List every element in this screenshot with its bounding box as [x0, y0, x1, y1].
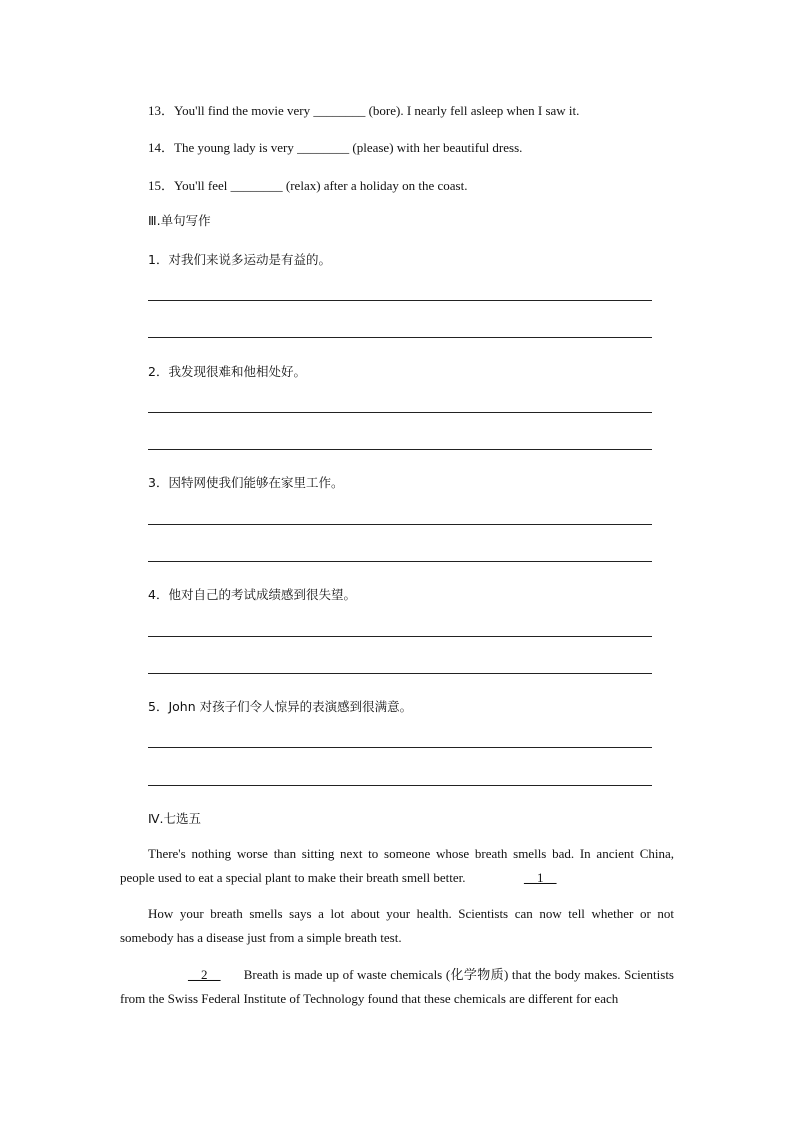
section-3-heading: Ⅲ.单句写作: [148, 213, 211, 228]
item-text: 因特网使我们能够在家里工作。: [168, 475, 344, 490]
item-text: 他对自己的考试成绩感到很失望。: [168, 587, 356, 602]
item-number: 3．: [148, 475, 169, 490]
translation-item-1: [148, 250, 331, 268]
question-14: [148, 137, 522, 156]
answer-line[interactable]: [148, 747, 652, 748]
answer-line[interactable]: [148, 673, 652, 674]
section-4-heading: Ⅳ.七选五: [148, 811, 202, 826]
answer-line[interactable]: [148, 337, 652, 338]
passage-paragraph-2: How your breath smells says a lot about your health. Scientists can now tell whether or not somebody has a disease just from a simple breath test.: [120, 906, 674, 945]
item-number: 4．: [148, 587, 169, 602]
paragraph-text: Breath is made up of waste chemicals (化学物质) that the body makes. Scientists from the Swiss Federal Institute of Technology found that these chemicals are different for each: [120, 967, 674, 1006]
question-number: 14．: [148, 140, 175, 155]
answer-line[interactable]: [148, 524, 652, 525]
answer-line[interactable]: [148, 561, 652, 562]
answer-line[interactable]: [148, 449, 652, 450]
translation-item-2: [148, 362, 306, 380]
item-text: 我发现很难和他相处好。: [168, 364, 306, 379]
item-text: John 对孩子们令人惊异的表演感到很满意。: [168, 699, 413, 714]
question-text: The young lady is very ________ (please) with her beautiful dress.: [174, 140, 523, 155]
item-number: 5．: [148, 699, 169, 714]
answer-line[interactable]: [148, 412, 652, 413]
paragraph-text: There's nothing worse than sitting next to someone whose breath smells bad. In ancient China, people used to eat a special plant to make their breath smell better.: [120, 846, 674, 885]
answer-line[interactable]: [148, 636, 652, 637]
answer-line[interactable]: [148, 785, 652, 786]
item-number: 1．: [148, 252, 169, 267]
question-text: You'll feel ________ (relax) after a holiday on the coast.: [174, 178, 468, 193]
question-text: You'll find the movie very ________ (bore). I nearly fell asleep when I saw it.: [174, 103, 580, 118]
item-text: 对我们来说多运动是有益的。: [168, 252, 331, 267]
passage-paragraph-1: [120, 842, 674, 890]
question-number: 13．: [148, 103, 175, 118]
item-number: 2．: [148, 364, 169, 379]
answer-line[interactable]: [148, 300, 652, 301]
translation-item-3: [148, 473, 343, 491]
gap-blank-1[interactable]: __1__: [523, 870, 557, 885]
gap-blank-2[interactable]: __2__: [188, 967, 221, 982]
question-13: [148, 100, 579, 119]
translation-item-4: [148, 585, 356, 603]
question-15: [148, 175, 467, 194]
question-number: 15．: [148, 178, 175, 193]
translation-item-5: [148, 697, 412, 715]
passage-paragraph-3: [120, 963, 674, 1011]
